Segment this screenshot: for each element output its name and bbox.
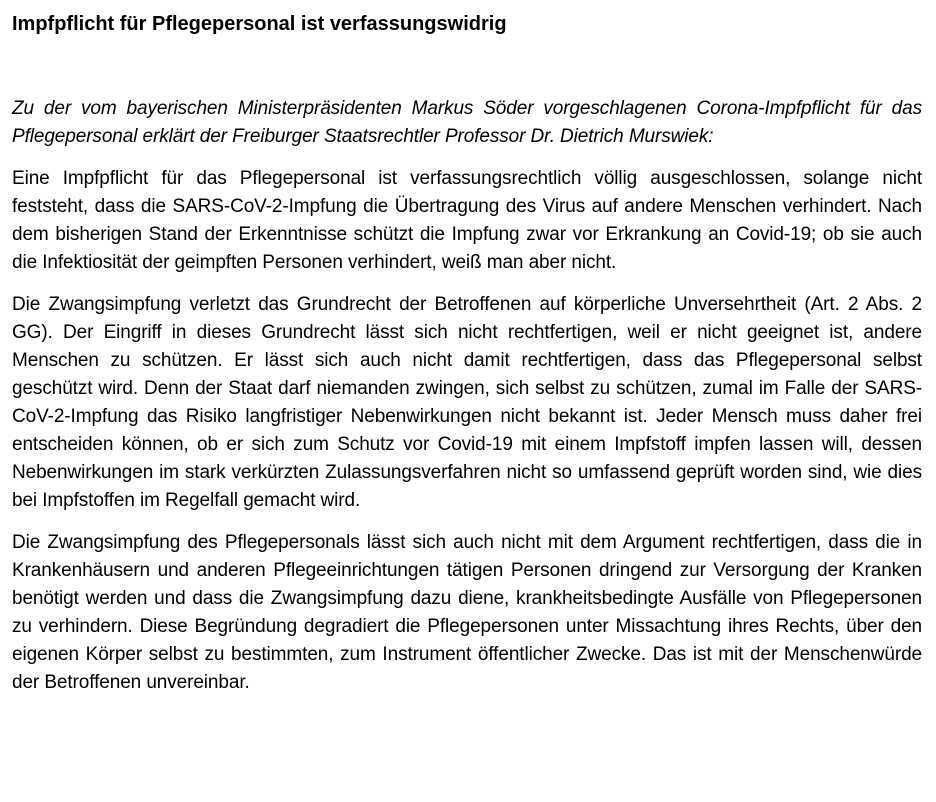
- body-paragraph-2: Die Zwangsimpfung verletzt das Grundrecht der Betroffenen auf körperliche Unversehrtheit (Art. 2 Abs. 2 GG). Der Eingriff in dieses Grundrecht lässt sich nicht rechtfertigen, weil er nicht geeignet ist, andere Menschen zu schützen. Er lässt sich auch nicht damit rechtfertigen, dass das Pflegepersonal selbst geschützt wird. Denn der Staat darf niemanden zwingen, sich selbst zu schützen, zumal im Falle der SARS-CoV-2-Impfung das Risiko langfristiger Nebenwirkungen nicht bekannt ist. Jeder Mensch muss daher frei entscheiden können, ob er sich zum Schutz vor Covid-19 mit einem Impfstoff impfen lassen will, dessen Nebenwirkungen im stark verkürzten Zulassungsverfahren nicht so umfassend geprüft worden sind, wie dies bei Impfstoffen im Regelfall gemacht wird.: [12, 294, 922, 511]
- document-title: Impfpflicht für Pflegepersonal ist verfassungswidrig: [12, 13, 507, 35]
- body-paragraph-1: Eine Impfpflicht für das Pflegepersonal ist verfassungsrechtlich völlig ausgeschlossen, solange nicht feststeht, dass die SARS-CoV-2-Impfung die Übertragung des Virus auf andere Menschen verhindert. Nach dem bisherigen Stand der Erkenntnisse schützt die Impfung zwar vor Erkrankung an Covid-19; ob sie auch die Infektiosität der geimpften Personen verhindert, weiß man aber nicht.: [12, 168, 922, 273]
- intro-paragraph: Zu der vom bayerischen Ministerpräsidenten Markus Söder vorgeschlagenen Corona-Impfpflicht für das Pflegepersonal erklärt der Freiburger Staatsrechtler Professor Dr. Dietrich Murswiek:: [12, 98, 922, 147]
- body-paragraph-3: Die Zwangsimpfung des Pflegepersonals lässt sich auch nicht mit dem Argument rechtfertigen, dass die in Krankenhäusern und anderen Pflegeeinrichtungen tätigen Personen dringend zur Versorgung der Kranken benötigt werden und dass die Zwangsimpfung dazu diene, krankheitsbedingte Ausfälle von Pflegepersonen zu verhindern. Diese Begründung degradiert die Pflegepersonen unter Missachtung ihres Rechts, über den eigenen Körper selbst zu bestimmten, zum Instrument öffentlicher Zwecke. Das ist mit der Menschenwürde der Betroffenen unvereinbar.: [12, 532, 922, 693]
